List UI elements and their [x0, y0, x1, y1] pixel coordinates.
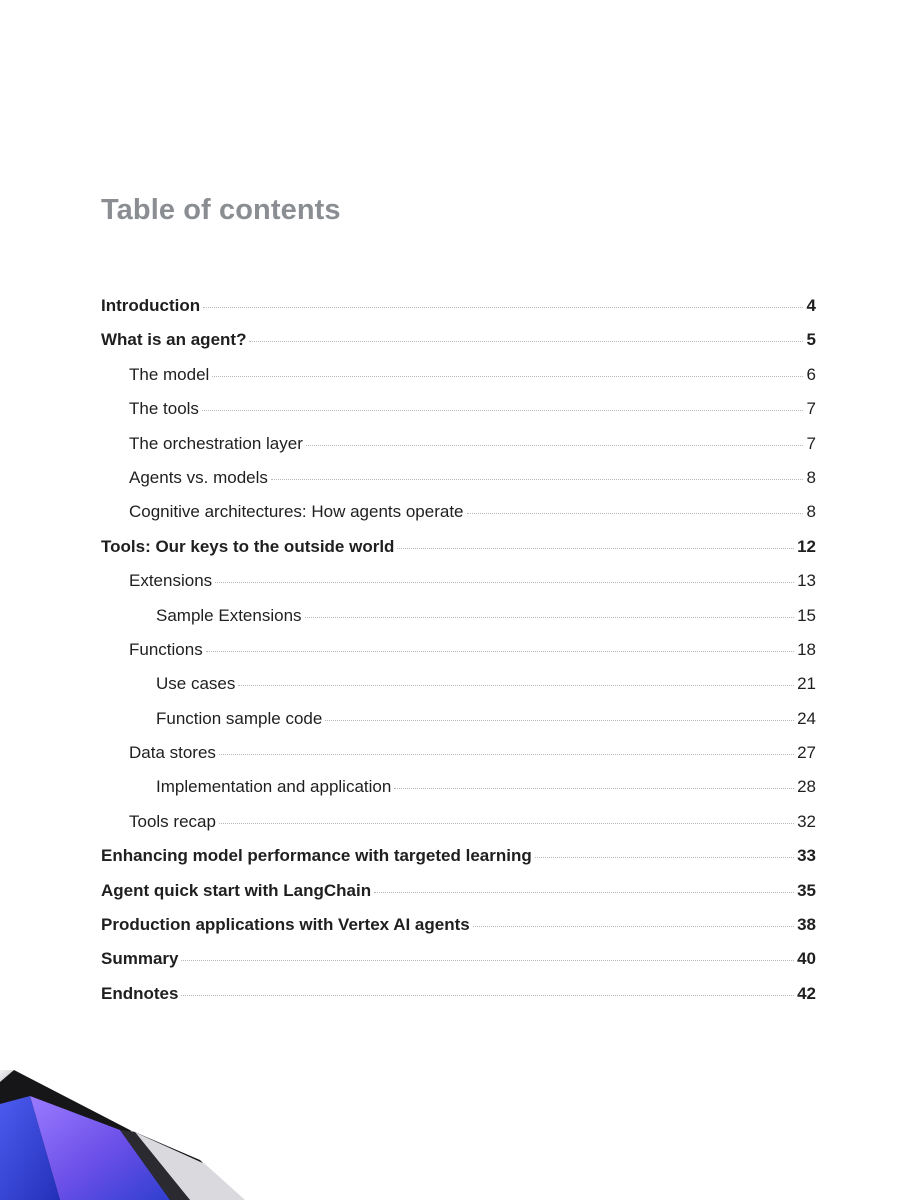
dot-leader	[181, 960, 794, 961]
toc-entry-label: Agent quick start with LangChain	[101, 880, 372, 900]
toc-entry-the-model[interactable]	[101, 358, 816, 392]
toc-entry-function-sample-code[interactable]	[101, 702, 816, 736]
dot-leader	[394, 788, 794, 789]
toc-entry-page: 28	[797, 777, 816, 797]
toc-entry-introduction[interactable]	[101, 289, 816, 323]
dot-leader	[374, 892, 794, 893]
toc-entry-production-applications[interactable]	[101, 908, 816, 942]
toc-entry-functions[interactable]	[101, 633, 816, 667]
toc-entry-label: Summary	[101, 949, 179, 969]
toc-entry-page: 8	[806, 502, 816, 522]
dot-leader	[202, 410, 803, 411]
dot-leader	[215, 582, 794, 583]
toc-entry-label: Data stores	[129, 743, 216, 763]
toc-entry-page: 27	[797, 743, 816, 763]
dot-leader	[219, 754, 794, 755]
toc-entry-label: Cognitive architectures: How agents operate	[129, 502, 464, 522]
dot-leader	[181, 995, 794, 996]
dot-leader	[535, 857, 794, 858]
toc-entry-page: 42	[797, 983, 816, 1003]
page-title: Table of contents	[101, 194, 341, 226]
toc-entry-use-cases[interactable]	[101, 667, 816, 701]
toc-entry-data-stores[interactable]	[101, 736, 816, 770]
dot-leader	[397, 548, 794, 549]
dot-leader	[206, 651, 794, 652]
toc-entry-agents-vs-models[interactable]	[101, 461, 816, 495]
toc-entry-summary[interactable]	[101, 942, 816, 976]
dot-leader	[306, 445, 803, 446]
toc-entry-what-is-an-agent[interactable]	[101, 323, 816, 357]
dot-leader	[305, 617, 795, 618]
toc-entry-label: Introduction	[101, 296, 201, 315]
toc-entry-label: The model	[129, 364, 210, 384]
toc-entry-page: 8	[806, 467, 816, 487]
dot-leader	[203, 307, 803, 308]
toc-entry-sample-extensions[interactable]	[101, 599, 816, 633]
toc-entry-page: 40	[797, 949, 816, 969]
dot-leader	[325, 720, 794, 721]
toc-entry-label: Agents vs. models	[129, 467, 268, 487]
toc-entry-orchestration-layer[interactable]	[101, 427, 816, 461]
toc-entry-label: The tools	[129, 399, 199, 419]
toc-entry-label: Use cases	[156, 674, 236, 694]
toc-entry-endnotes[interactable]	[101, 977, 816, 1011]
toc-entry-agent-quick-start[interactable]	[101, 874, 816, 908]
toc-entry-page: 15	[797, 605, 816, 625]
dot-leader	[219, 823, 794, 824]
toc-entry-implementation-and-application[interactable]	[101, 770, 816, 804]
toc-entry-page: 4	[806, 296, 816, 315]
toc-entry-page: 24	[797, 708, 816, 728]
toc-entry-tools[interactable]	[101, 530, 816, 564]
toc-list	[101, 289, 816, 1011]
toc-entry-page: 7	[806, 433, 816, 453]
toc-entry-page: 38	[797, 915, 816, 935]
toc-entry-page: 32	[797, 811, 816, 831]
decorative-crystal-graphic	[0, 1060, 260, 1200]
toc-entry-label: Tools: Our keys to the outside world	[101, 536, 395, 556]
toc-entry-page: 7	[806, 399, 816, 419]
toc-entry-label: Sample Extensions	[156, 605, 302, 625]
toc-entry-extensions[interactable]	[101, 564, 816, 598]
toc-entry-the-tools[interactable]	[101, 392, 816, 426]
toc-entry-page: 13	[797, 571, 816, 591]
toc-entry-label: What is an agent?	[101, 330, 247, 350]
dot-leader	[212, 376, 803, 377]
toc-entry-label: Extensions	[129, 571, 213, 591]
toc-entry-enhancing-model-performance[interactable]	[101, 839, 816, 873]
toc-entry-label: Endnotes	[101, 983, 179, 1003]
toc-entry-label: Enhancing model performance with targeted learning	[101, 846, 532, 866]
toc-entry-page: 21	[797, 674, 816, 694]
toc-entry-page: 6	[806, 364, 816, 384]
toc-entry-label: Functions	[129, 639, 203, 659]
dot-leader	[467, 513, 803, 514]
dot-leader	[271, 479, 803, 480]
toc-entry-label: Implementation and application	[156, 777, 392, 797]
toc-entry-label: Production applications with Vertex AI agents	[101, 915, 470, 935]
toc-entry-page: 18	[797, 639, 816, 659]
toc-entry-label: Function sample code	[156, 708, 323, 728]
dot-leader	[238, 685, 794, 686]
dot-leader	[473, 926, 794, 927]
toc-entry-page: 12	[797, 536, 816, 556]
toc-entry-cognitive-architectures[interactable]	[101, 495, 816, 529]
toc-entry-label: Tools recap	[129, 811, 216, 831]
toc-entry-label: The orchestration layer	[129, 433, 303, 453]
toc-entry-tools-recap[interactable]	[101, 805, 816, 839]
toc-entry-page: 35	[797, 880, 816, 900]
toc-entry-page: 33	[797, 846, 816, 866]
dot-leader	[249, 341, 803, 342]
toc-entry-page: 5	[806, 330, 816, 350]
